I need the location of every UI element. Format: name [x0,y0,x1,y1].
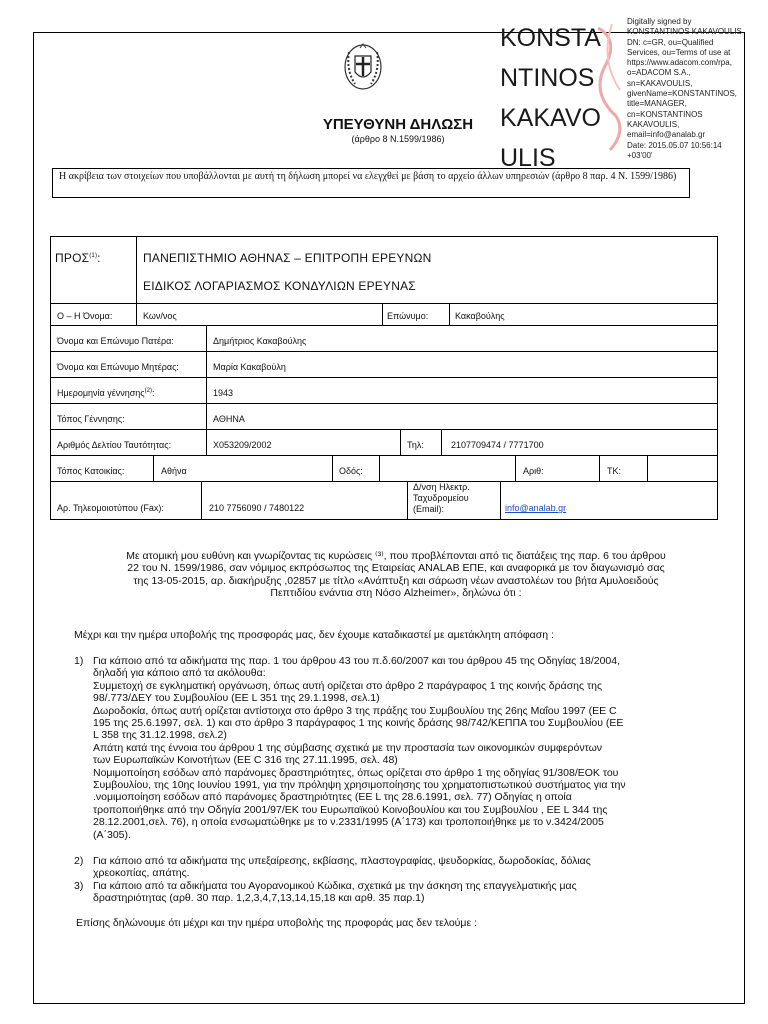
item1-line: Απάτη κατά της έννοια του άρθρου 1 της σύμβασης σχετικά με την προστασία των οικονομικών συμφερόντων [93,741,603,754]
residence-value: Αθήνα [161,466,187,476]
item3-text [93,880,723,905]
signature-detail-line: cn=KONSTANTINOS [627,109,703,119]
phone-value: 2107709474 / 7771700 [451,440,544,450]
accuracy-notice: Η ακρίβεια των στοιχείων που υποβάλλονται με αυτή τη δήλωση μπορεί να ελεγχθεί με βάση το αρχείο άλλων υπηρεσιών (άρθρο 8 παρ. 4 Ν. 1599/1986) [52,168,690,198]
item1-line: (Α΄305). [93,828,131,841]
id-label: Αριθμός Δελτίου Ταυτότητας: [57,440,172,450]
item2-text [93,855,723,880]
surname-value: Κακαβούλης [455,311,505,321]
signer-name-line: ULIS [500,144,556,172]
item1-line: L 358 της 31.12.1998, σελ.2) [93,729,227,742]
item1-line: 195 της 25.6.1997, σελ. 1) και στο άρθρο 3 παράγραφος 1 της κοινής δράσης 98/742/ΚΕΠΠΑ του Συμβουλίου (ΕΕ [93,717,624,730]
mother-label: Όνομα και Επώνυμο Μητέρας: [57,362,179,372]
item3-line: δραστηριότητας (αρθ. 30 παρ. 1,2,3,4,7,13,14,15,18 και αρθ. 35 παρ.1) [93,892,425,905]
to-recipient-line1: ΠΑΝΕΠΙΣΤΗΜΙΟ ΑΘΗΝΑΣ – ΕΠΙΤΡΟΠΗ ΕΡΕΥΝΩΝ [143,251,432,265]
email-label-line: (Email): [413,504,444,514]
email-label [413,482,470,515]
item1-line: 28.12.2001,σελ. 76), η οποία ενσωματώθηκε με το ν.2331/1995 (Α΄173) και τροποποιήθηκε με το ν.3424/2005 [93,816,604,829]
email-link[interactable]: info@analab.gr [505,503,567,513]
document-title: ΥΠΕΥΘΥΝΗ ΔΗΛΩΣΗ [322,116,474,133]
phone-label: Τηλ: [407,440,424,450]
street-label: Οδός: [339,466,363,476]
postcode-label: ΤΚ: [607,466,622,476]
item2-line: χρεοκοπίας, απάτης. [93,867,190,880]
signer-name-line: NTINOS [500,64,595,92]
birthplace-value: ΑΘΗΝΑ [213,414,245,424]
to-recipient-line2: ΕΙΔΙΚΟΣ ΛΟΓΑΡΙΑΣΜΟΣ ΚΟΝΔΥΛΙΩΝ ΕΡΕΥΝΑΣ [143,279,416,293]
item1-line: Νομιμοποίηση εσόδων από παράνομες δραστηριότητες, όπως ορίζεται στο άρθρο 1 της οδηγίας 91/308/ΕΟΚ του [93,766,619,779]
fax-label: Αρ. Τηλεομοιοτύπου (Fax): [57,503,164,513]
email-label-line: Δ/νση Ηλεκτρ. [413,482,470,492]
mother-value: Μαρία Κακαβούλη [213,362,286,372]
number-label: Αριθ: [523,466,544,476]
item1-line: τροποποιήθηκε από την Οδηγία 2001/97/ΕΚ του Ευρωπαϊκού Κοινοβουλίου και του Συμβουλίου , ΕΕ L 344 της [93,803,608,816]
intro-line: Με ατομική μου ευθύνη και γνωρίζοντας τις κυρώσεις ⁽³⁾, που προβλέπονται από τις διατάξεις της παρ. 6 του άρθρου [126,550,666,562]
intro-paragraph [76,550,716,600]
intro-line: Πεπτιδίου ενάντια στη Νόσο Alzheimer», δηλώνω ότι : [270,587,522,600]
item1-number: 1) [74,655,84,667]
item1-line: Για κάποιο από τα αδικήματα της παρ. 1 του άρθρου 43 του π.δ.60/2007 και του άρθρου 45 της Οδηγίας 18/2004, [93,655,621,667]
item3-number: 3) [74,880,84,892]
item1-line: .νομιμοποίηση εσόδων από παράνομες δραστηριότητες (ΕΕ L της 28.6.1991, σελ. 77) Οδηγίας η οποία [93,791,572,804]
birthplace-label: Τόπος Γέννησης: [57,414,125,424]
fax-value: 210 7756090 / 7480122 [209,503,305,513]
signature-details [627,17,757,161]
to-label: ΠΡΟΣ$^{(1)}$: [55,251,101,265]
email-label-line: Ταχυδρομείου [413,493,469,503]
item1-line: 98/.773/ΔΕΥ του Συμβουλίου (ΕΕ L 351 της 29.1.1998, σελ.1) [93,692,380,705]
item1-text [93,655,723,841]
surname-label: Επώνυμο: [387,311,429,321]
closing-text: Επίσης δηλώνουμε ότι μέχρι και την ημέρα υποβολής της προφοράς μας δεν τελούμε : [76,917,477,929]
father-value: Δημήτριος Κακαβούλης [213,336,307,346]
name-value: Κων/νος [143,311,177,321]
signature-detail-line: Services, ou=Terms of use at [627,47,731,57]
signature-detail-line: Digitally signed by [627,17,692,26]
signature-detail-line: https://www.adacom.com/rpa, [627,58,732,68]
signature-detail-line: givenName=KONSTANTINOS, [627,89,737,99]
id-value: Χ053209/2002 [213,440,272,450]
name-label: Ο – Η Όνομα: [57,311,113,321]
birthdate-value: 1943 [213,388,234,398]
item1-line: των Ευρωπαϊκών Κοινοτήτων (ΕΕ C 316 της 27.11.1995, σελ. 48) [93,754,398,767]
signature-detail-line: KONSTANTINOS KAKAVOULIS [627,27,742,37]
item1-line: Συμβουλίου, της 10ης Ιουνίου 1991, για την πρόληψη χρησιμοποίησης του χρηματοπιστωτικού συστήματος για την [93,779,626,792]
document-subtitle: (άρθρο 8 Ν.1599/1986) [351,134,445,144]
birthdate-label: Ημερομηνία γέννησης$^{(2)}$: [57,388,155,398]
signature-detail-line: email=info@analab.gr [627,130,706,140]
intro-line: της 13-05-2015, αρ. διακήρυξης ,02857 με τίτλο «Ανάπτυξη και σάρωση νέων αναστολέων του βήτα Αμυλοειδούς [133,574,659,587]
signature-detail-line: +03'00' [627,150,653,160]
signer-name [500,18,620,178]
signature-detail-line: sn=KAKAVOULIS, [627,78,693,88]
signature-detail-line: DN: c=GR, ou=Qualified [627,37,714,47]
declaration-form [50,236,718,520]
father-label: Όνομα και Επώνυμο Πατέρα: [57,336,174,346]
signature-detail-line: title=MANAGER, [627,99,687,109]
item1-line: δηλαδή για κάποιο από τα ακόλουθα: [93,667,266,680]
signer-name-line: KAKAVO [500,104,601,132]
intro-line: 22 του Ν. 1599/1986, σαν νόμιμος εκπρόσωπος της Εταιρείας ANALAB ΕΠΕ, και αναφορικά με τον διαγωνισμό σας [127,562,665,575]
item2-number: 2) [74,855,84,867]
signature-detail-line: KAKAVOULIS, [627,119,680,129]
item1-line: Συμμετοχή σε εγκληματική οργάνωση, όπως αυτή ορίζεται στο άρθρο 2 παράγραφος 1 της κοινής δράσης της [93,679,603,692]
statement-text: Μέχρι και την ημέρα υποβολής της προσφοράς μας, δεν έχουμε καταδικαστεί με αμετάκλητη απόφαση : [74,629,554,641]
signature-detail-line: o=ADACOM S.A., [627,68,691,78]
signature-detail-line: Date: 2015.05.07 10:56:14 [627,140,722,150]
item2-line: Για κάποιο από τα αδικήματα της υπεξαίρεσης, εκβίασης, πλαστογραφίας, ψευδορκίας, δωροδοκίας, δόλιας [93,855,591,867]
item1-line: Δωροδοκία, όπως αυτή ορίζεται αντίστοιχα στο άρθρο 3 της πράξης του Συμβουλίου της 26ης Μαΐου 1997 (ΕΕ C [93,704,617,717]
signer-name-line: KONSTA [500,24,601,52]
greek-coat-of-arms-icon [343,40,383,92]
residence-label: Τόπος Κατοικίας: [57,466,125,476]
item3-line: Για κάποιο από τα αδικήματα του Αγορανομικού Κώδικα, σχετικά με την άσκηση της επαγγελματικής μας [93,880,577,892]
